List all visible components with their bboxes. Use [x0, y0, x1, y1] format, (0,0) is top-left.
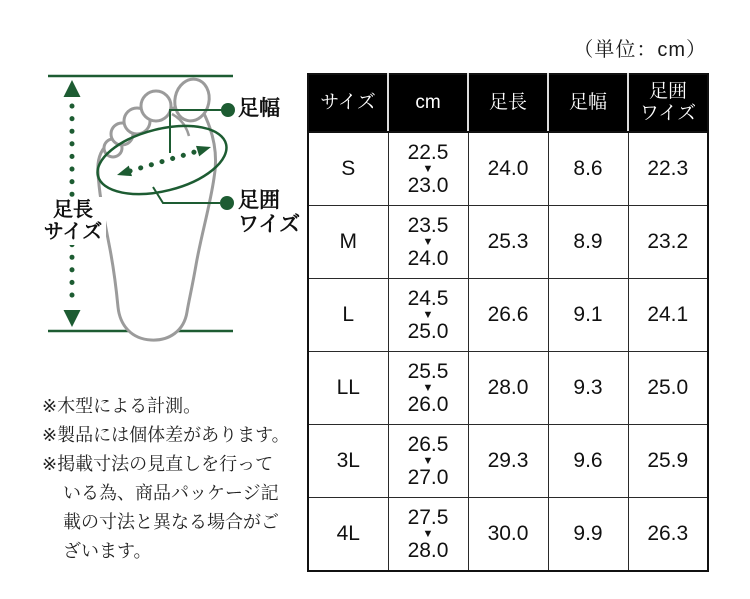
cm-range-cell [388, 279, 468, 352]
foot-length-label-line2: サイズ [43, 221, 103, 243]
foot-length-cell: 24.0 [468, 132, 548, 206]
col-header-girth [628, 74, 708, 132]
cm-to: 26.0 [407, 393, 449, 416]
width-bullet-icon [221, 103, 235, 117]
unit-label: （単位：cm） [573, 39, 707, 61]
size-cell: LL [308, 352, 388, 425]
foot-width-cell: 9.6 [548, 425, 628, 498]
table-row-4l [308, 498, 708, 572]
size-table [307, 73, 709, 572]
cm-to: 27.0 [407, 466, 449, 489]
cm-to: 25.0 [407, 320, 449, 343]
cm-to: 24.0 [407, 247, 449, 270]
size-cell: 4L [308, 498, 388, 572]
cm-range-cell [388, 206, 468, 279]
notes [42, 392, 290, 566]
cm-range-cell [388, 498, 468, 572]
range-arrow-icon: ▼ [422, 528, 434, 540]
foot-length-label [40, 197, 106, 245]
foot-girth-label [238, 189, 300, 237]
cm-from: 25.5 [407, 360, 449, 383]
col-header-girth-line2: ワイズ [639, 103, 697, 124]
table-row-l [308, 279, 708, 352]
foot-girth-cell: 25.9 [628, 425, 708, 498]
table-row-3l [308, 425, 708, 498]
range-arrow-icon: ▼ [422, 163, 434, 175]
note-line: ※木型による計測。 [42, 396, 202, 416]
arrow-up-icon [64, 80, 81, 97]
col-header-width: 足幅 [548, 74, 628, 132]
size-cell: L [308, 279, 388, 352]
arrow-down-icon [64, 310, 81, 327]
foot-length-cell: 28.0 [468, 352, 548, 425]
foot-girth-cell: 24.1 [628, 279, 708, 352]
cm-from: 24.5 [407, 287, 449, 310]
note-line: いる為、商品パッケージ記 [63, 483, 279, 503]
foot-length-cell: 25.3 [468, 206, 548, 279]
foot-girth-label-line1: 足囲 [238, 189, 280, 212]
table-row-m [308, 206, 708, 279]
cm-from: 27.5 [407, 506, 449, 529]
cm-range-cell [388, 352, 468, 425]
col-header-cm: cm [388, 74, 468, 132]
cm-to: 23.0 [407, 174, 449, 197]
size-table-header [308, 74, 708, 132]
note-line: ※製品には個体差があります。 [42, 425, 290, 445]
note-line: ※掲載寸法の見直しを行って [42, 454, 274, 474]
table-row-s [308, 132, 708, 206]
girth-bullet-icon [220, 196, 234, 210]
header-row [308, 74, 708, 132]
note-line: ざいます。 [63, 541, 152, 561]
foot-measurement-diagram [20, 60, 310, 360]
range-arrow-icon: ▼ [422, 455, 434, 467]
foot-width-cell: 9.9 [548, 498, 628, 572]
foot-length-label-line1: 足長 [53, 199, 93, 221]
note-line: 載の寸法と異なる場合がご [63, 512, 279, 532]
size-cell: 3L [308, 425, 388, 498]
table-row-ll [308, 352, 708, 425]
foot-girth-cell: 26.3 [628, 498, 708, 572]
cm-to: 28.0 [407, 539, 449, 562]
foot-width-cell: 8.9 [548, 206, 628, 279]
foot-girth-label-line2: ワイズ [238, 213, 301, 236]
foot-girth-cell: 22.3 [628, 132, 708, 206]
foot-width-label: 足幅 [238, 97, 280, 120]
cm-range-cell [388, 132, 468, 206]
col-header-size: サイズ [308, 74, 388, 132]
col-header-length: 足長 [468, 74, 548, 132]
range-arrow-icon: ▼ [422, 382, 434, 394]
col-header-girth-line1: 足囲 [648, 81, 687, 102]
foot-girth-cell: 23.2 [628, 206, 708, 279]
cm-from: 26.5 [407, 433, 449, 456]
foot-width-cell: 8.6 [548, 132, 628, 206]
foot-width-cell: 9.1 [548, 279, 628, 352]
cm-range-cell [388, 425, 468, 498]
foot-girth-cell: 25.0 [628, 352, 708, 425]
size-cell: S [308, 132, 388, 206]
foot-width-cell: 9.3 [548, 352, 628, 425]
size-cell: M [308, 206, 388, 279]
range-arrow-icon: ▼ [422, 309, 434, 321]
second-toe [141, 91, 171, 121]
foot-length-cell: 29.3 [468, 425, 548, 498]
cm-from: 22.5 [407, 141, 449, 164]
size-table-body [308, 132, 708, 571]
cm-from: 23.5 [407, 214, 449, 237]
foot-length-cell: 26.6 [468, 279, 548, 352]
range-arrow-icon: ▼ [422, 236, 434, 248]
foot-length-cell: 30.0 [468, 498, 548, 572]
